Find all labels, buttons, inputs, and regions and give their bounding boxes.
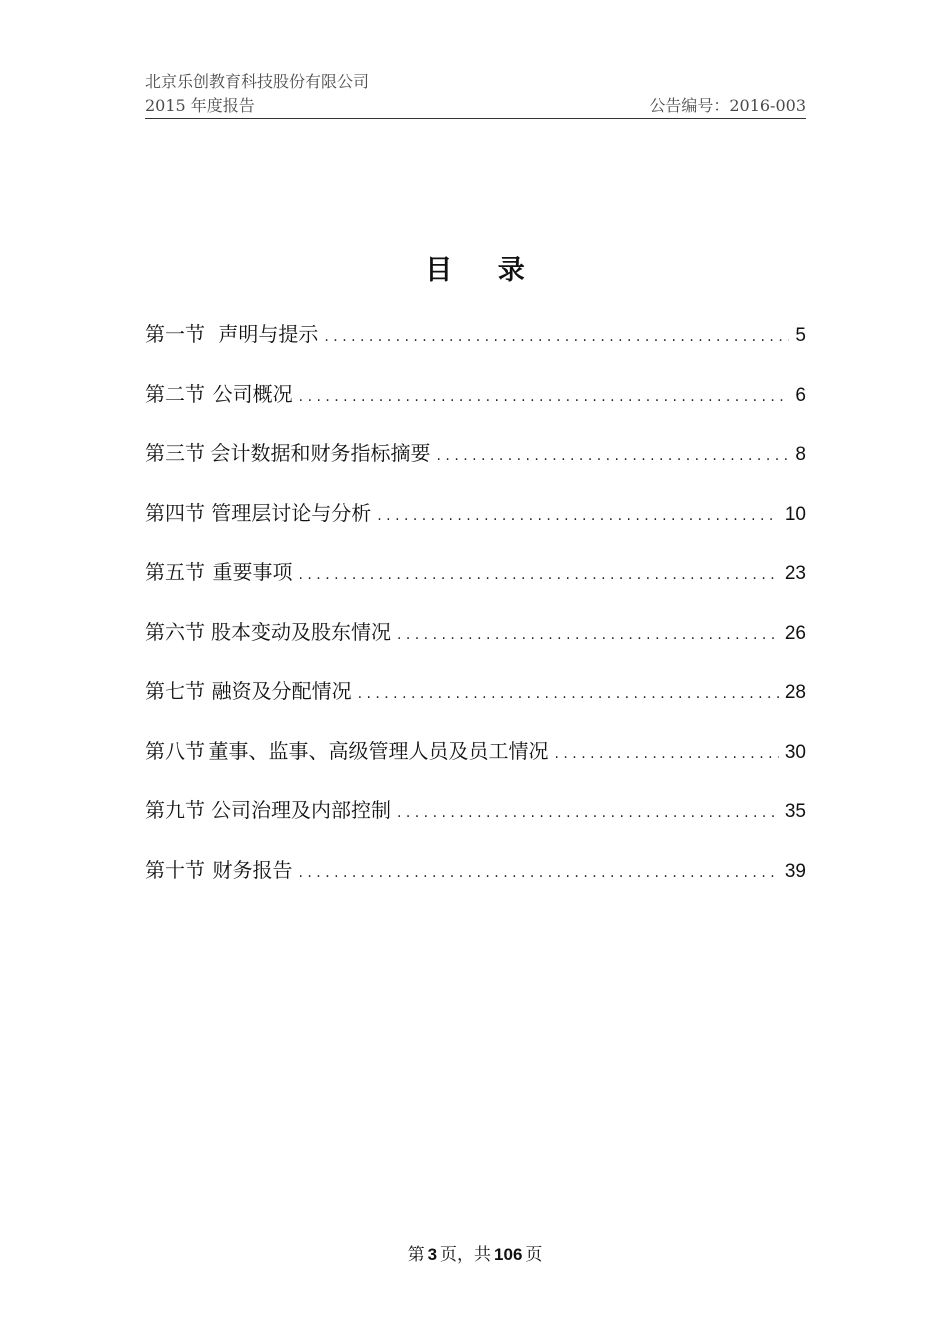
header-row xyxy=(145,94,806,119)
page-footer xyxy=(0,1240,950,1265)
toc-section-label: 第五节 xyxy=(145,560,205,584)
current-page-number: 3 xyxy=(427,1245,438,1264)
report-title: 2015 年度报告 xyxy=(145,96,255,115)
toc-item-2[interactable] xyxy=(145,378,806,438)
toc-dot-leader xyxy=(299,559,779,591)
toc-heading: 会计数据和财务指标摘要 xyxy=(210,441,431,465)
toc-section-label: 第九节 xyxy=(145,798,205,822)
toc-item-10[interactable] xyxy=(145,854,806,914)
toc-section-label: 第八节 xyxy=(145,738,205,763)
toc-heading: 公司治理及内部控制 xyxy=(210,798,391,822)
toc-page-number: 6 xyxy=(795,384,806,406)
toc-page-number: 26 xyxy=(784,622,806,644)
toc-item-4[interactable] xyxy=(145,497,806,557)
table-of-contents xyxy=(145,318,806,913)
toc-page-number: 23 xyxy=(784,563,806,584)
toc-dot-leader xyxy=(397,797,779,829)
toc-page-number: 10 xyxy=(784,503,806,525)
toc-dot-leader xyxy=(397,619,779,651)
toc-item-8[interactable] xyxy=(145,735,806,795)
toc-section-label: 第六节 xyxy=(145,619,205,644)
toc-heading: 重要事项 xyxy=(212,560,293,584)
toc-section-label: 第十节 xyxy=(145,857,205,882)
total-pages-number: 106 xyxy=(494,1245,523,1264)
toc-section-label: 第二节 xyxy=(145,381,205,406)
toc-heading: 财务报告 xyxy=(212,857,293,882)
toc-item-1[interactable] xyxy=(145,318,806,378)
toc-dot-leader xyxy=(437,440,790,472)
announcement-number: 公告编号：2016-003 xyxy=(649,96,806,115)
footer-middle: 页，共 xyxy=(440,1245,492,1265)
toc-item-7[interactable] xyxy=(145,675,806,735)
toc-dot-leader xyxy=(324,321,789,353)
toc-section-label: 第四节 xyxy=(145,500,205,525)
toc-section-label: 第一节 xyxy=(145,322,205,346)
toc-dot-leader xyxy=(358,678,779,710)
footer-prefix: 第 xyxy=(407,1245,425,1265)
toc-title: 目 录 xyxy=(425,255,543,286)
toc-heading: 管理层讨论与分析 xyxy=(211,500,372,525)
toc-item-6[interactable] xyxy=(145,616,806,676)
toc-heading: 公司概况 xyxy=(212,381,293,406)
company-name: 北京乐创教育科技股份有限公司 xyxy=(145,72,370,91)
toc-page-number: 28 xyxy=(784,682,806,703)
toc-dot-leader xyxy=(299,381,790,413)
toc-heading: 董事、监事、高级管理人员及员工情况 xyxy=(208,738,549,763)
toc-heading: 声明与提示 xyxy=(218,322,319,346)
toc-dot-leader xyxy=(299,857,779,889)
toc-dot-leader xyxy=(377,500,779,532)
toc-page-number: 39 xyxy=(784,860,806,882)
toc-page-number: 8 xyxy=(795,444,806,465)
toc-heading: 融资及分配情况 xyxy=(211,679,352,703)
toc-item-9[interactable] xyxy=(145,794,806,854)
toc-page-number: 30 xyxy=(784,741,806,763)
toc-page-number: 5 xyxy=(795,325,806,346)
toc-dot-leader xyxy=(555,738,779,770)
toc-section-label: 第三节 xyxy=(145,441,205,465)
footer-suffix: 页 xyxy=(525,1245,543,1265)
toc-section-label: 第七节 xyxy=(145,679,205,703)
page-header xyxy=(145,70,806,119)
toc-item-5[interactable] xyxy=(145,556,806,616)
toc-item-3[interactable] xyxy=(145,437,806,497)
toc-heading: 股本变动及股东情况 xyxy=(210,619,391,644)
toc-page-number: 35 xyxy=(784,801,806,822)
